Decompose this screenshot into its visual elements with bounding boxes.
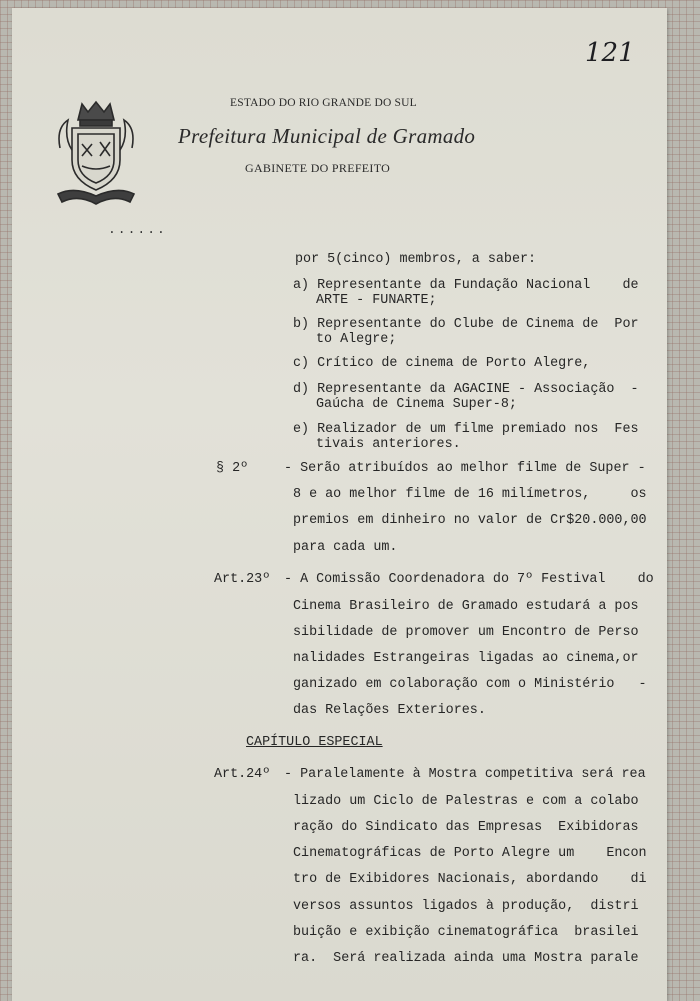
article-24-line-7: buição e exibição cinematográfica brasilei	[293, 925, 639, 940]
gabinete-heading: GABINETE DO PREFEITO	[245, 161, 391, 175]
article-23-line-6: das Relações Exteriores.	[293, 703, 486, 718]
paragraph-2-line-4: para cada um.	[293, 540, 398, 555]
article-24-line-3: ração do Sindicato das Empresas Exibidoras	[293, 820, 639, 835]
article-23-line-3: sibilidade de promover um Encontro de Perso	[293, 625, 639, 640]
coat-of-arms-seal	[52, 98, 140, 210]
article-23-line-1: - A Comissão Coordenadora do 7º Festival do	[284, 572, 654, 587]
paragraph-2-line-1: - Serão atribuídos ao melhor filme de Super -	[284, 461, 646, 476]
paragraph-2-line-3: premios em dinheiro no valor de Cr$20.000,00	[293, 513, 647, 528]
prefeitura-title: Prefeitura Municipal de Gramado	[178, 124, 476, 148]
paragraph-2-label: § 2º	[216, 461, 249, 476]
article-24-line-5: tro de Exibidores Nacionais, abordando di	[293, 872, 647, 887]
article-23-label: Art.23º	[214, 572, 271, 587]
item-a-line-2: ARTE - FUNARTE;	[316, 293, 437, 308]
article-24-line-4: Cinematográficas de Porto Alegre um Encon	[293, 846, 647, 861]
article-23-line-2: Cinema Brasileiro de Gramado estudará a pos	[293, 599, 639, 614]
page-number: 121	[585, 38, 635, 68]
item-b-line-1: b) Representante do Clube de Cinema de Por	[293, 317, 639, 332]
item-a-line-1: a) Representante da Fundação Nacional de	[293, 278, 639, 293]
item-b-line-2: to Alegre;	[316, 332, 397, 347]
item-d-line-1: d) Representante da AGACINE - Associação -	[293, 382, 639, 397]
article-24-line-6: versos assuntos ligados à produção, distri	[293, 899, 639, 914]
article-24-label: Art.24º	[214, 767, 271, 782]
dotted-leader: ......	[108, 222, 167, 237]
state-heading: ESTADO DO RIO GRANDE DO SUL	[230, 97, 417, 109]
article-24-line-8: ra. Será realizada ainda uma Mostra parale	[293, 951, 639, 966]
paragraph-2-line-2: 8 e ao melhor filme de 16 milímetros, os	[293, 487, 647, 502]
article-23-line-5: ganizado em colaboração com o Ministério -	[293, 677, 647, 692]
item-e-line-2: tivais anteriores.	[316, 437, 461, 452]
intro-line: por 5(cinco) membros, a saber:	[295, 252, 537, 267]
article-23-line-4: nalidades Estrangeiras ligadas ao cinema,or	[293, 651, 639, 666]
article-24-line-2: lizado um Ciclo de Palestras e com a colabo	[293, 794, 639, 809]
chapter-title: CAPÍTULO ESPECIAL	[246, 735, 383, 750]
item-e-line-1: e) Realizador de um filme premiado nos Fes	[293, 422, 639, 437]
article-24-line-1: - Paralelamente à Mostra competitiva será rea	[284, 767, 646, 782]
item-c-line-1: c) Crítico de cinema de Porto Alegre,	[293, 356, 591, 371]
item-d-line-2: Gaúcha de Cinema Super-8;	[316, 397, 517, 412]
